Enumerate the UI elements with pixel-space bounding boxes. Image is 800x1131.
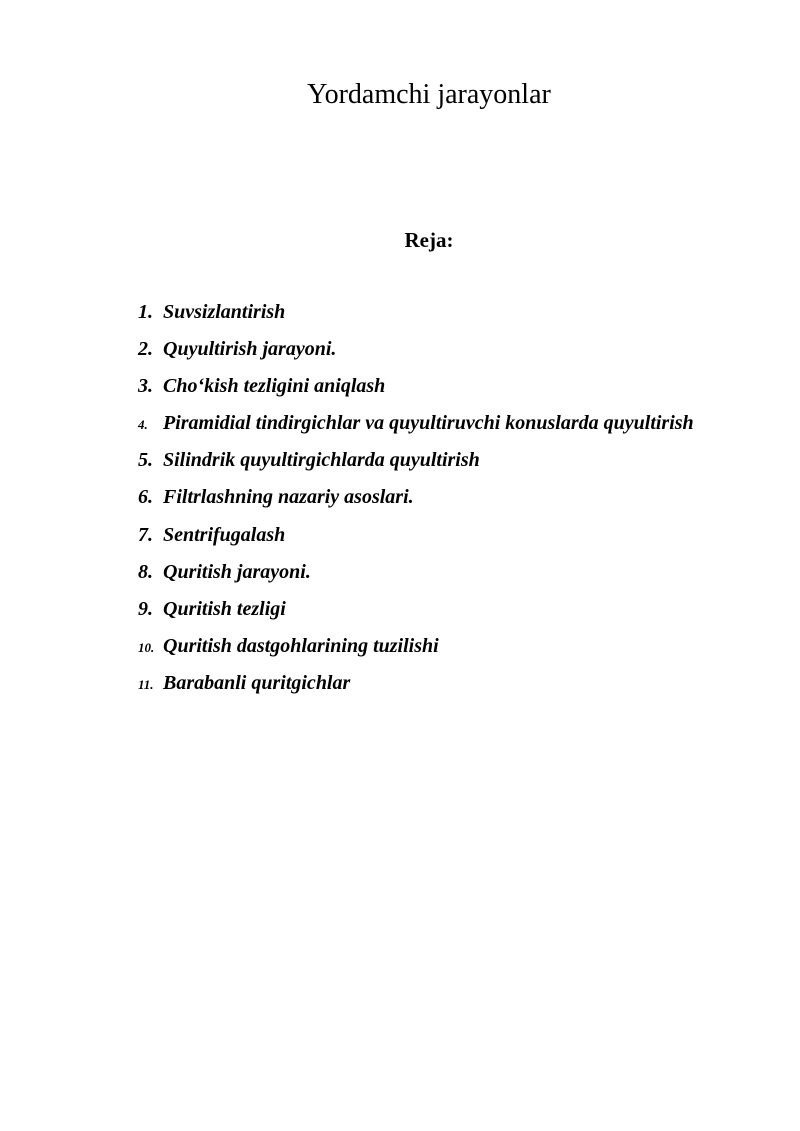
plan-item: [138, 298, 788, 335]
plan-heading: Reja:: [404, 228, 454, 252]
plan-item-text: Piramidial tindirgichlar va quyultiruvchi konuslarda quyultirish: [163, 412, 694, 435]
plan-item-text: Sentrifugalash: [163, 523, 286, 546]
plan-item-number: 10.: [138, 639, 155, 655]
plan-item-number: 11.: [138, 676, 154, 692]
plan-item: [138, 521, 788, 558]
plan-item-text: Barabanli quritgichlar: [163, 671, 351, 694]
plan-item-number: 9.: [138, 597, 153, 620]
plan-item: [138, 669, 788, 706]
plan-item: [138, 446, 788, 483]
plan-item: [138, 335, 788, 372]
plan-item-number: 3.: [138, 375, 153, 398]
plan-item: [138, 632, 788, 669]
plan-item-text: Suvsizlantirish: [163, 301, 286, 323]
plan-item-number: 7.: [138, 523, 153, 546]
plan-item: [138, 483, 788, 520]
plan-item: [138, 595, 788, 632]
plan-item-text: Filtrlashning nazariy asoslari.: [163, 486, 414, 509]
plan-item-number: 8.: [138, 560, 153, 583]
plan-item: [138, 558, 788, 595]
plan-list: [138, 298, 788, 706]
plan-item-number: 2.: [138, 338, 153, 361]
plan-item-number: 1.: [138, 301, 153, 323]
document-title: Yordamchi jarayonlar: [307, 79, 551, 110]
plan-item-text: Cho‘kish tezligini aniqlash: [163, 375, 386, 398]
plan-item-text: Quyultirish jarayoni.: [163, 338, 337, 361]
plan-item: [138, 409, 788, 446]
plan-item-number: 5.: [138, 449, 153, 472]
plan-item-text: Silindrik quyultirgichlarda quyultirish: [163, 449, 480, 472]
plan-item-number: 4.: [138, 417, 148, 433]
plan-item: [138, 372, 788, 409]
plan-item-text: Quritish dastgohlarining tuzilishi: [163, 634, 439, 657]
plan-item-text: Quritish tezligi: [163, 597, 286, 620]
plan-item-number: 6.: [138, 486, 153, 509]
plan-item-text: Quritish jarayoni.: [163, 560, 311, 583]
